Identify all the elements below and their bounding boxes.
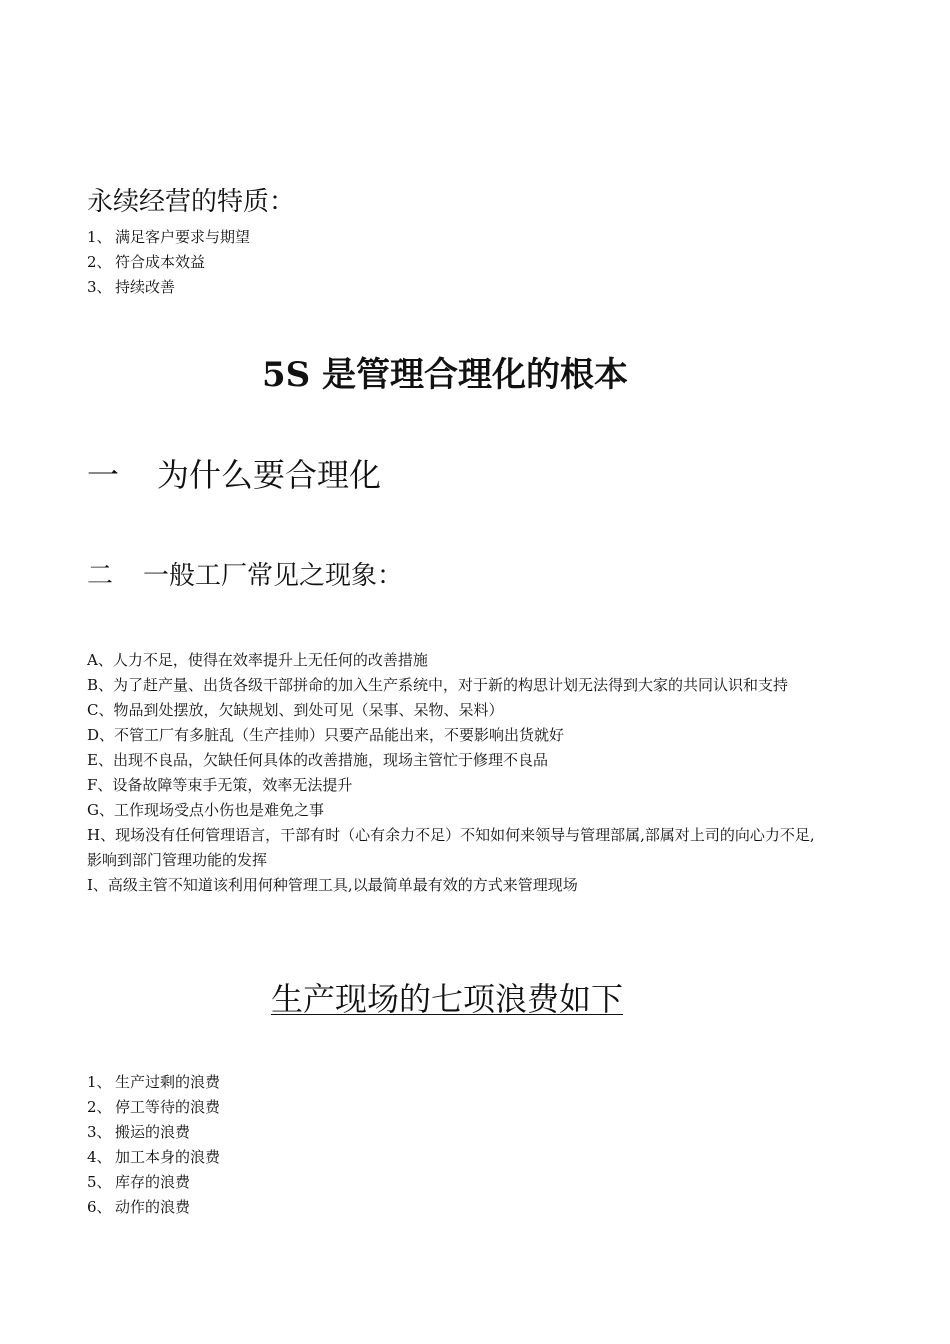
section-title: 为什么要合理化	[157, 456, 382, 494]
list-item-text: 动作的浪费	[115, 1198, 191, 1216]
phenomenon-item: A、人力不足，使得在效率提升上无任何的改善措施	[87, 651, 428, 669]
list-item	[87, 1120, 220, 1145]
main-title-text: 5S 是管理合理化的根本	[261, 355, 629, 395]
phenomenon-item: C、物品到处摆放，欠缺规划、到处可见（呆事、呆物、呆料）	[87, 701, 504, 719]
list-item	[87, 1195, 220, 1220]
list-item	[87, 1145, 220, 1170]
list-item-text: 停工等待的浪费	[115, 1098, 221, 1116]
phenomenon-item: B、为了赶产量、出货各级干部拼命的加入生产系统中，对于新的构思计划无法得到大家的共同认识和支持	[87, 676, 789, 694]
waste-title	[0, 976, 894, 1022]
list-item-number: 6、	[87, 1198, 112, 1216]
list-item-text: 持续改善	[115, 278, 176, 296]
phenomena-list	[87, 648, 817, 898]
phenomenon-item: H、现场没有任何管理语言，干部有时（心有余力不足）不知如何来领导与管理部属,部属对上司的向心力不足,影响到部门管理功能的发挥	[87, 826, 815, 869]
list-item-text: 生产过剩的浪费	[115, 1073, 221, 1091]
list-item	[87, 275, 250, 300]
list-item-number: 1、	[87, 1073, 112, 1091]
list-item-text: 加工本身的浪费	[115, 1148, 221, 1166]
list-item-text: 符合成本效益	[115, 253, 206, 271]
section-title: 一般工厂常见之现象：	[143, 561, 404, 591]
list-item-text: 搬运的浪费	[115, 1123, 191, 1141]
section-heading-1	[87, 452, 381, 498]
list-item-number: 3、	[87, 1123, 112, 1141]
list-item	[87, 225, 250, 250]
list-item-number: 2、	[87, 253, 112, 271]
phenomenon-item: F、设备故障等束手无策，效率无法提升	[87, 776, 353, 794]
section-number: 二	[87, 561, 114, 591]
list-item-number: 1、	[87, 228, 112, 246]
list-item-number: 2、	[87, 1098, 112, 1116]
list-item-text: 满足客户要求与期望	[115, 228, 251, 246]
phenomenon-item: G、工作现场受点小伤也是难免之事	[87, 801, 324, 819]
list-item	[87, 1070, 220, 1095]
list-item-number: 3、	[87, 278, 112, 296]
section-heading-2	[87, 557, 403, 595]
list-item	[87, 250, 250, 275]
list-item-number: 5、	[87, 1173, 112, 1191]
traits-heading: 永续经营的特质：	[87, 187, 296, 217]
waste-list	[87, 1070, 220, 1220]
list-item-text: 库存的浪费	[115, 1173, 191, 1191]
section-number: 一	[87, 456, 120, 494]
traits-list	[87, 225, 250, 300]
phenomenon-item: D、不管工厂有多脏乱（生产挂帅）只要产品能出来，不要影响出货就好	[87, 726, 565, 744]
list-item-number: 4、	[87, 1148, 112, 1166]
phenomenon-item: I、高级主管不知道该利用何种管理工具,以最简单最有效的方式来管理现场	[87, 876, 578, 894]
phenomenon-item: E、出现不良品，欠缺任何具体的改善措施，现场主管忙于修理不良品	[87, 751, 548, 769]
list-item	[87, 1095, 220, 1120]
waste-title-text: 生产现场的七项浪费如下	[270, 980, 623, 1018]
main-title	[0, 350, 890, 400]
list-item	[87, 1170, 220, 1195]
